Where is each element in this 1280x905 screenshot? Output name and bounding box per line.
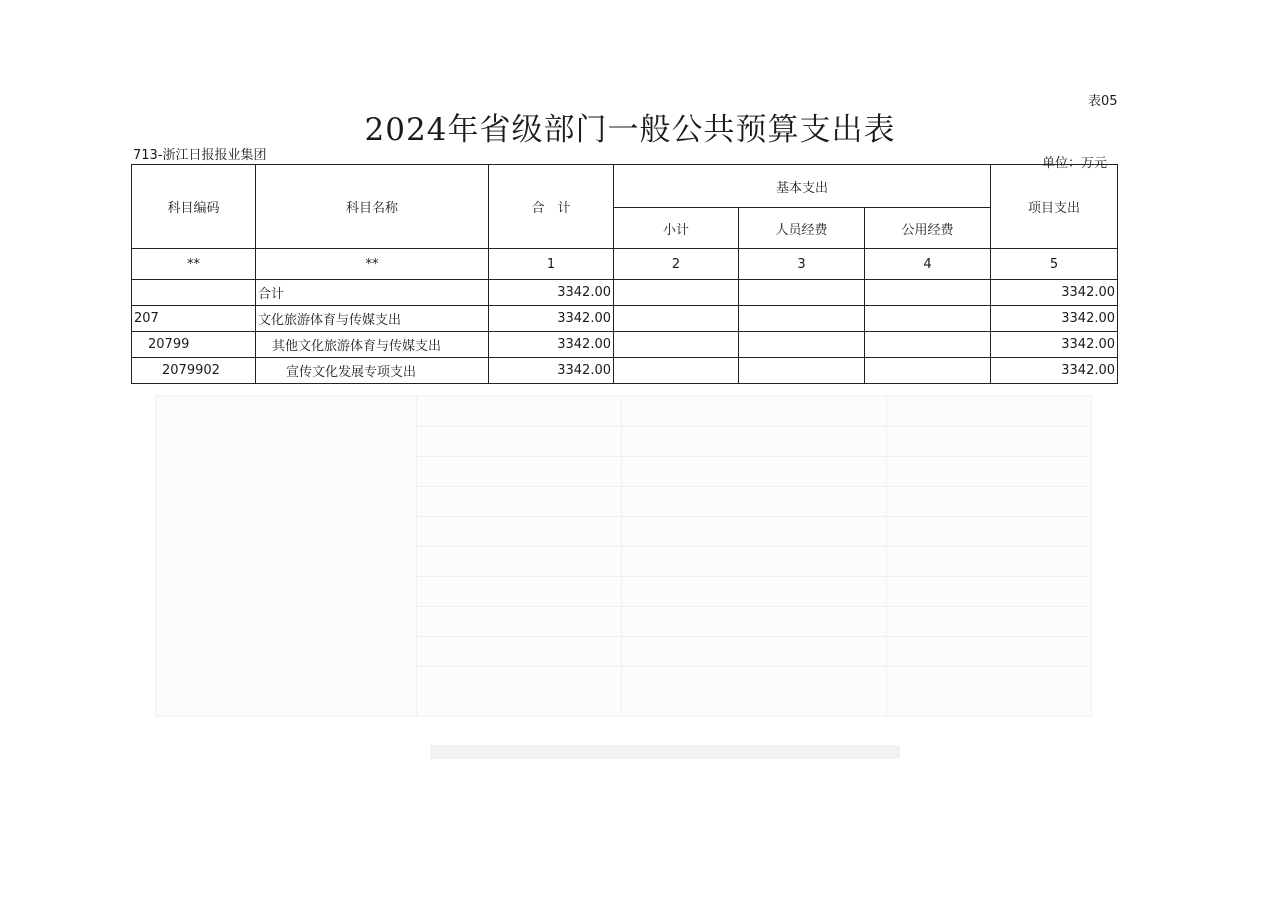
table-code: 表05 [1088,94,1118,109]
col-header-subtotal: 小计 [614,208,739,249]
index-cell: 2 [614,249,739,280]
cell-project: 3342.00 [991,358,1118,384]
index-row [132,249,1118,280]
cell-total: 3342.00 [489,306,614,332]
cell-project: 3342.00 [991,280,1118,306]
cell-total: 3342.00 [489,280,614,306]
cell-subtotal [614,358,739,384]
cell-public [865,306,991,332]
cell-personnel [739,306,865,332]
col-header-total: 合 计 [489,165,614,249]
cell-total: 3342.00 [489,358,614,384]
cell-project: 3342.00 [991,332,1118,358]
cell-public [865,358,991,384]
col-header-code: 科目编码 [132,165,256,249]
col-header-name: 科目名称 [256,165,489,249]
col-header-public: 公用经费 [865,208,991,249]
cell-subtotal [614,332,739,358]
unit-label: 单位：万元 [1042,156,1108,171]
col-header-basic: 基本支出 [614,165,991,208]
index-cell: 1 [489,249,614,280]
cell-public [865,332,991,358]
cell-personnel [739,280,865,306]
cell-name: 文化旅游体育与传媒支出 [256,306,489,332]
table-row [132,332,1118,358]
index-cell: ** [256,249,489,280]
cell-name: 宣传文化发展专项支出 [256,358,489,384]
cell-project: 3342.00 [991,306,1118,332]
index-cell: ** [132,249,256,280]
cell-name: 其他文化旅游体育与传媒支出 [256,332,489,358]
cell-code: 20799 [132,332,256,358]
table-row [132,358,1118,384]
index-cell: 4 [865,249,991,280]
cell-total: 3342.00 [489,332,614,358]
table-row [132,306,1118,332]
cell-personnel [739,358,865,384]
cell-name: 合计 [256,280,489,306]
bleed-through-text [430,745,900,759]
department-label: 713-浙江日报报业集团 [133,148,267,163]
cell-subtotal [614,306,739,332]
cell-subtotal [614,280,739,306]
index-cell: 5 [991,249,1118,280]
col-header-project: 项目支出 [991,165,1118,249]
col-header-personnel: 人员经费 [739,208,865,249]
cell-code [132,280,256,306]
page-title: 2024年省级部门一般公共预算支出表 [364,112,896,148]
cell-personnel [739,332,865,358]
bleed-through-shadow [155,395,1092,717]
cell-public [865,280,991,306]
budget-table [131,164,1118,384]
header-row-1 [132,165,1118,208]
cell-code: 2079902 [132,358,256,384]
cell-code: 207 [132,306,256,332]
table-row-total [132,280,1118,306]
index-cell: 3 [739,249,865,280]
